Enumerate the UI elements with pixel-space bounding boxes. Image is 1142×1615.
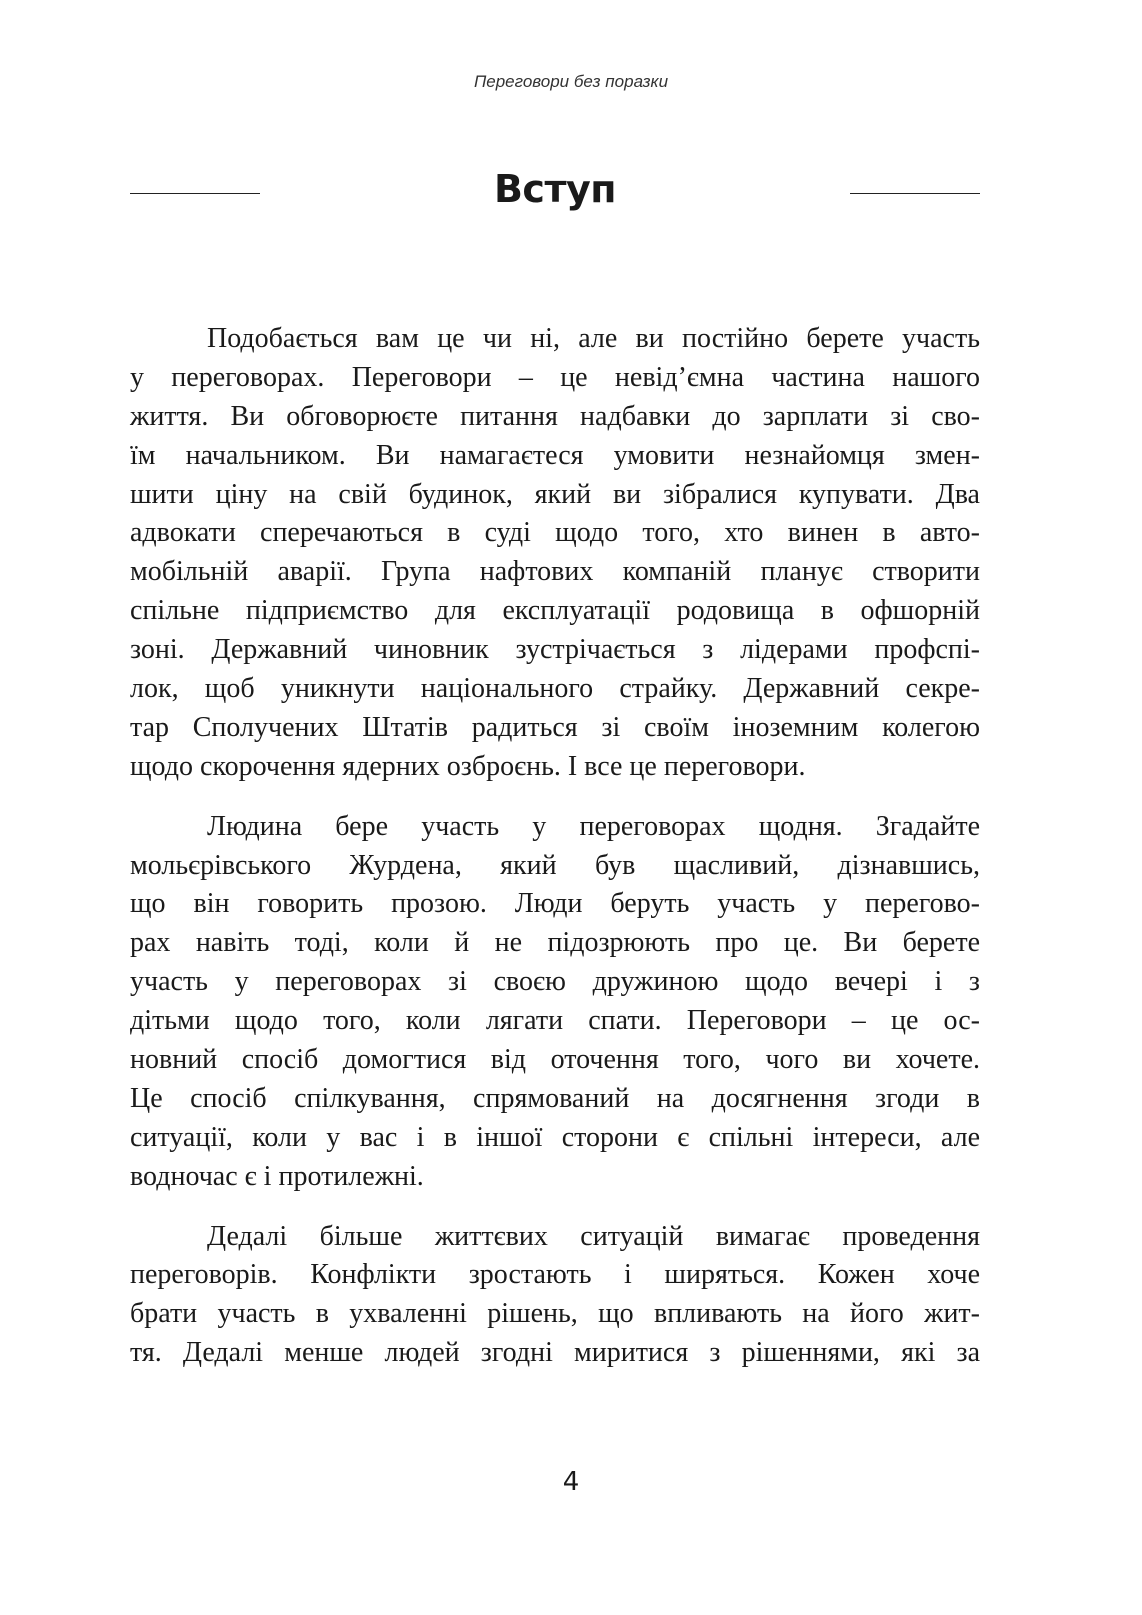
text-line: зоні. Державний чиновник зустрічається з лідерами профспі- — [130, 634, 980, 666]
text-line: адвокати сперечаються в суді щодо того, хто винен в авто- — [130, 517, 980, 549]
text-line: дітьми щодо того, коли лягати спати. Переговори – це ос- — [130, 1005, 980, 1037]
page-number: 4 — [562, 1467, 580, 1497]
text-line: новний спосіб домогтися від оточення того, чого ви хочете. — [130, 1044, 980, 1076]
text-line: шити ціну на свій будинок, який ви зібралися купувати. Два — [130, 478, 980, 510]
right-divider — [850, 193, 980, 194]
text-line: що він говорить прозою. Люди беруть участь у перегово- — [130, 888, 980, 920]
text-line: життя. Ви обговорюєте питання надбавки до зарплати зі сво- — [130, 400, 980, 432]
text-line: тя. Дедалі менше людей згодні миритися з рішеннями, які за — [130, 1337, 980, 1369]
text-line: їм начальником. Ви намагаєтеся умовити незнайомця змен- — [130, 439, 980, 471]
body-text — [130, 320, 980, 1394]
text-line: щодо скорочення ядерних озброєнь. І все це переговори. — [130, 750, 806, 782]
text-line: рах навіть тоді, коли й не підозрюють про це. Ви берете — [130, 927, 980, 959]
text-line: участь у переговорах зі своєю дружиною щодо вечері і з — [130, 966, 980, 998]
text-line: ситуації, коли у вас і в іншої сторони є спільні інтереси, але — [130, 1121, 980, 1153]
text-line: Дедалі більше життєвих ситуацій вимагає проведення — [207, 1220, 980, 1252]
text-line: Подобається вам це чи ні, але ви постійно берете участь — [207, 323, 980, 354]
text-line: тар Сполучених Штатів радиться зі своїм іноземним колегою — [130, 711, 980, 743]
chapter-title: Вступ — [493, 167, 617, 211]
text-line: лок, щоб уникнути національного страйку. Державний секре- — [130, 673, 980, 705]
paragraph — [130, 320, 980, 787]
chapter-heading — [130, 165, 980, 225]
text-line: Людина бере участь у переговорах щодня. Згадайте — [207, 810, 980, 842]
paragraph — [130, 1218, 980, 1374]
text-line: переговорів. Конфлікти зростають і ширяться. Кожен хоче — [130, 1259, 980, 1291]
text-line: брати участь в ухваленні рішень, що впливають на його жит- — [130, 1298, 980, 1330]
text-line: мобільній аварії. Група нафтових компаній планує створити — [130, 556, 980, 588]
text-line: мольєрівського Журдена, який був щасливий, дізнавшись, — [130, 849, 980, 881]
paragraph — [130, 808, 980, 1197]
text-line: спільне підприємство для експлуатації родовища в офшорній — [130, 595, 980, 627]
text-line: водночас є і протилежні. — [130, 1160, 424, 1192]
running-head: Переговори без поразки — [473, 72, 669, 91]
text-line: Це спосіб спілкування, спрямований на досягнення згоди в — [130, 1082, 980, 1114]
text-line: у переговорах. Переговори – це невід’ємна частина нашого — [130, 361, 980, 393]
